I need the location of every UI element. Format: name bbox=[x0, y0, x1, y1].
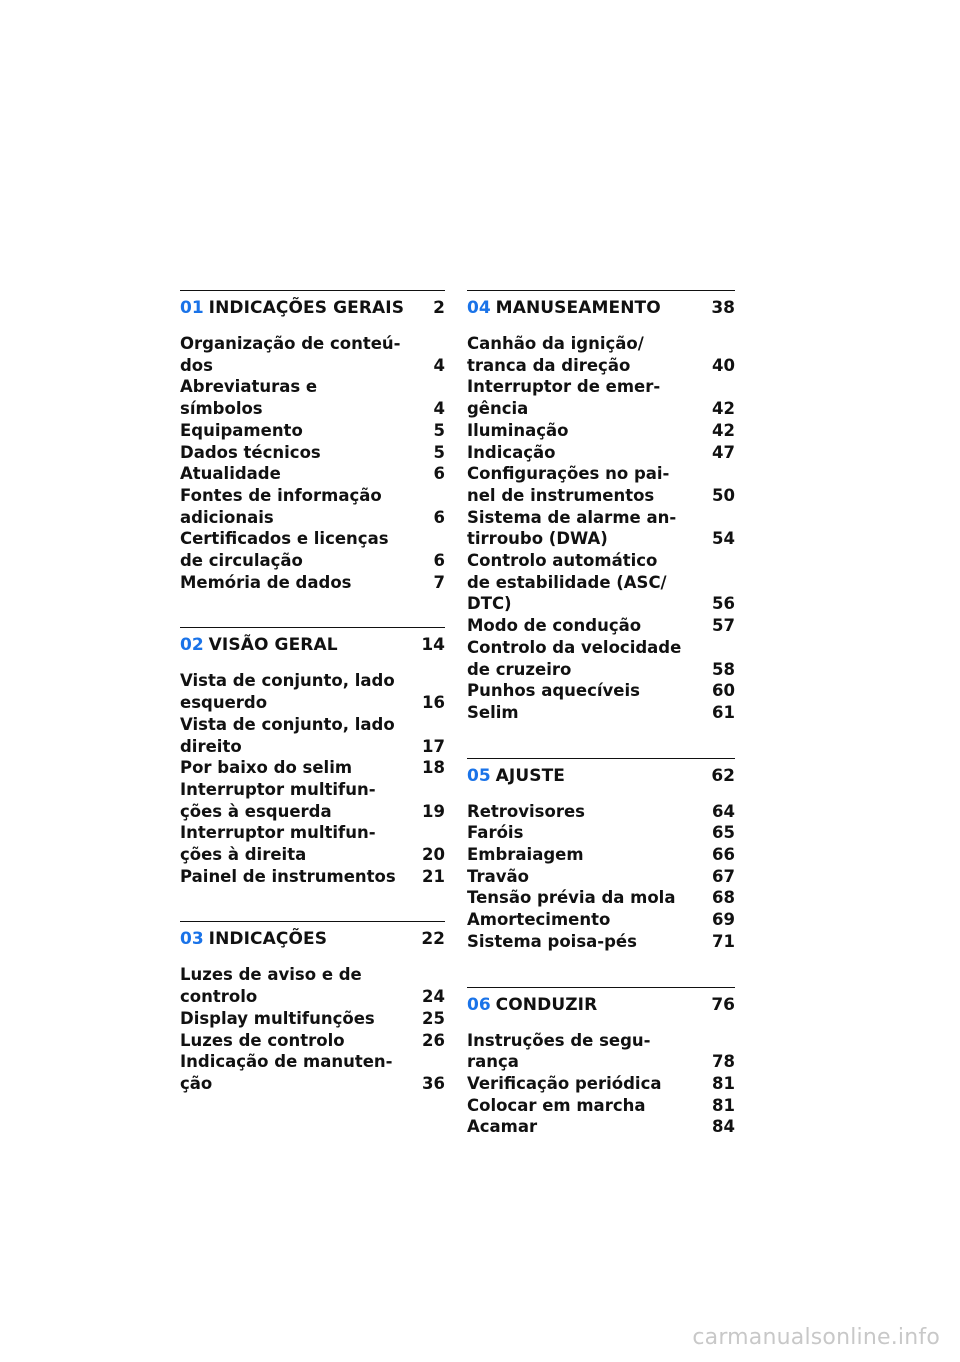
entry-page-number: 81 bbox=[712, 1095, 735, 1115]
section-page-number: 2 bbox=[433, 298, 445, 318]
toc-section bbox=[467, 987, 735, 1139]
entry-page-number: 42 bbox=[712, 399, 735, 419]
entry-page-number: 65 bbox=[712, 823, 735, 843]
entry-page-number: 60 bbox=[712, 681, 735, 701]
toc-entry[interactable] bbox=[180, 333, 445, 376]
entry-page-number: 5 bbox=[433, 420, 445, 440]
entry-title: Sistema poisa-pés bbox=[467, 931, 637, 951]
section-heading[interactable] bbox=[467, 994, 735, 1016]
toc-section bbox=[467, 290, 735, 724]
entry-title: Painel de instrumentos bbox=[180, 866, 396, 886]
entry-title: Memória de dados bbox=[180, 572, 352, 592]
toc-entry[interactable] bbox=[180, 463, 445, 485]
entry-page-number: 42 bbox=[712, 420, 735, 440]
entry-page-number: 81 bbox=[712, 1073, 735, 1093]
toc-entry[interactable] bbox=[180, 714, 445, 757]
toc-entry[interactable] bbox=[467, 615, 735, 637]
entry-title: Sistema de alarme an- tirroubo (DWA) bbox=[467, 507, 677, 549]
toc-entry[interactable] bbox=[180, 1008, 445, 1030]
entry-page-number: 6 bbox=[433, 551, 445, 571]
entry-list bbox=[467, 1030, 735, 1139]
section-heading[interactable] bbox=[180, 928, 445, 950]
entry-title: Indicação bbox=[467, 442, 556, 462]
entry-list bbox=[180, 964, 445, 1094]
section-divider bbox=[180, 290, 445, 291]
toc-entry[interactable] bbox=[180, 822, 445, 865]
entry-page-number: 36 bbox=[422, 1073, 445, 1093]
section-number: 04 bbox=[467, 298, 491, 318]
entry-list bbox=[467, 801, 735, 953]
entry-page-number: 5 bbox=[433, 442, 445, 462]
toc-entry[interactable] bbox=[180, 1051, 445, 1094]
entry-title: Controlo da velocidade de cruzeiro bbox=[467, 637, 682, 679]
entry-page-number: 17 bbox=[422, 736, 445, 756]
entry-title: Organização de conteú- dos bbox=[180, 334, 401, 375]
entry-page-number: 84 bbox=[712, 1117, 735, 1137]
toc-section bbox=[180, 627, 445, 887]
entry-title: Travão bbox=[467, 866, 529, 886]
entry-list bbox=[180, 670, 445, 887]
toc-entry[interactable] bbox=[467, 550, 735, 615]
toc-entry[interactable] bbox=[467, 420, 735, 442]
entry-title: Interruptor de emer- gência bbox=[467, 377, 661, 419]
entry-title: Display multifunções bbox=[180, 1008, 375, 1028]
section-divider bbox=[180, 627, 445, 628]
section-title: VISÃO GERAL bbox=[208, 635, 338, 656]
section-number: 05 bbox=[467, 765, 491, 786]
section-divider bbox=[467, 987, 735, 988]
entry-page-number: 20 bbox=[422, 845, 445, 865]
entry-page-number: 58 bbox=[712, 659, 735, 679]
toc-section bbox=[180, 290, 445, 593]
entry-page-number: 50 bbox=[712, 485, 735, 505]
section-title: INDICAÇÕES bbox=[208, 929, 328, 950]
entry-page-number: 64 bbox=[712, 801, 735, 821]
toc-entry[interactable] bbox=[467, 463, 735, 506]
entry-title: Dados técnicos bbox=[180, 442, 321, 462]
toc-entry[interactable] bbox=[180, 866, 445, 888]
entry-page-number: 18 bbox=[422, 758, 445, 778]
section-page-number: 62 bbox=[711, 765, 735, 786]
entry-title: Selim bbox=[467, 702, 519, 722]
entry-page-number: 25 bbox=[422, 1008, 445, 1028]
toc-entry[interactable] bbox=[180, 964, 445, 1007]
section-title: MANUSEAMENTO bbox=[495, 298, 661, 318]
entry-title: Atualidade bbox=[180, 464, 281, 484]
entry-page-number: 66 bbox=[712, 845, 735, 865]
toc-entry[interactable] bbox=[467, 333, 735, 376]
toc-entry[interactable] bbox=[180, 376, 445, 419]
toc-entry[interactable] bbox=[467, 931, 735, 953]
toc-entry[interactable] bbox=[180, 670, 445, 713]
entry-title: Luzes de aviso e de controlo bbox=[180, 965, 362, 1007]
entry-title: Instruções de segu- rança bbox=[467, 1030, 651, 1072]
entry-page-number: 7 bbox=[433, 572, 445, 592]
toc-column-right bbox=[467, 290, 735, 1172]
entry-page-number: 19 bbox=[422, 801, 445, 821]
entry-title: Fontes de informação adicionais bbox=[180, 485, 382, 527]
entry-page-number: 21 bbox=[422, 866, 445, 886]
entry-title: Controlo automático de estabilidade (ASC/ DTC) bbox=[467, 551, 667, 614]
section-number: 01 bbox=[180, 298, 204, 318]
entry-page-number: 61 bbox=[712, 702, 735, 722]
entry-page-number: 57 bbox=[712, 616, 735, 636]
toc-entry[interactable] bbox=[467, 909, 735, 931]
entry-page-number: 6 bbox=[433, 464, 445, 484]
entry-title: Luzes de controlo bbox=[180, 1030, 345, 1050]
entry-page-number: 47 bbox=[712, 442, 735, 462]
entry-title: Colocar em marcha bbox=[467, 1095, 646, 1115]
toc-entry[interactable] bbox=[180, 1030, 445, 1052]
section-heading[interactable] bbox=[467, 765, 735, 787]
entry-page-number: 40 bbox=[712, 355, 735, 375]
entry-page-number: 24 bbox=[422, 987, 445, 1007]
entry-title: Abreviaturas e símbolos bbox=[180, 377, 318, 419]
toc-entry[interactable] bbox=[467, 507, 735, 550]
entry-title: Interruptor multifun- ções à direita bbox=[180, 823, 376, 865]
entry-title: Vista de conjunto, lado direito bbox=[180, 714, 395, 756]
entry-title: Verificação periódica bbox=[467, 1073, 662, 1093]
entry-page-number: 16 bbox=[422, 693, 445, 713]
toc-entry[interactable] bbox=[467, 822, 735, 844]
toc-entry[interactable] bbox=[467, 801, 735, 823]
section-page-number: 76 bbox=[711, 994, 735, 1015]
section-number: 02 bbox=[180, 635, 204, 656]
toc-entry[interactable] bbox=[467, 866, 735, 888]
entry-page-number: 26 bbox=[422, 1030, 445, 1050]
section-title: INDICAÇÕES GERAIS bbox=[208, 298, 405, 318]
entry-title: Canhão da ignição/ tranca da direção bbox=[467, 334, 644, 375]
entry-page-number: 67 bbox=[712, 866, 735, 886]
toc-entry[interactable] bbox=[180, 757, 445, 779]
section-page-number: 14 bbox=[421, 635, 445, 656]
section-number: 06 bbox=[467, 994, 491, 1015]
toc-entry[interactable] bbox=[467, 442, 735, 464]
toc-entry[interactable] bbox=[467, 1073, 735, 1095]
toc-entry[interactable] bbox=[467, 1030, 735, 1073]
section-page-number: 22 bbox=[421, 929, 445, 950]
entry-page-number: 54 bbox=[712, 529, 735, 549]
entry-page-number: 78 bbox=[712, 1052, 735, 1072]
toc-entry[interactable] bbox=[180, 442, 445, 464]
section-number: 03 bbox=[180, 929, 204, 950]
section-divider bbox=[467, 290, 735, 291]
entry-page-number: 71 bbox=[712, 931, 735, 951]
toc-entry[interactable] bbox=[180, 779, 445, 822]
section-heading[interactable] bbox=[180, 634, 445, 656]
entry-title: Retrovisores bbox=[467, 801, 585, 821]
toc-entry[interactable] bbox=[467, 680, 735, 702]
section-heading[interactable] bbox=[180, 297, 445, 319]
toc-column-left bbox=[180, 290, 445, 1129]
entry-list bbox=[467, 333, 735, 724]
toc-entry[interactable] bbox=[467, 1116, 735, 1138]
section-heading[interactable] bbox=[467, 297, 735, 319]
toc-entry[interactable] bbox=[467, 702, 735, 724]
section-page-number: 38 bbox=[711, 298, 735, 318]
toc-entry[interactable] bbox=[467, 1095, 735, 1117]
entry-title: Acamar bbox=[467, 1117, 538, 1137]
entry-page-number: 56 bbox=[712, 594, 735, 614]
section-divider bbox=[467, 758, 735, 759]
section-title: CONDUZIR bbox=[495, 994, 598, 1015]
toc-section bbox=[180, 921, 445, 1094]
toc-section bbox=[467, 758, 735, 953]
toc-entry[interactable] bbox=[467, 844, 735, 866]
entry-page-number: 6 bbox=[433, 507, 445, 527]
entry-title: Modo de condução bbox=[467, 616, 642, 636]
section-divider bbox=[180, 921, 445, 922]
toc-entry[interactable] bbox=[467, 376, 735, 419]
entry-title: Por baixo do selim bbox=[180, 758, 353, 778]
entry-title: Configurações no pai- nel de instrumentos bbox=[467, 464, 670, 505]
entry-page-number: 4 bbox=[433, 399, 445, 419]
entry-title: Tensão prévia da mola bbox=[467, 888, 676, 908]
entry-title: Indicação de manuten- ção bbox=[180, 1052, 393, 1093]
watermark: carmanualsonline.info bbox=[692, 1325, 940, 1350]
entry-list bbox=[180, 333, 445, 593]
toc-entry[interactable] bbox=[467, 637, 735, 680]
toc-entry[interactable] bbox=[180, 572, 445, 594]
entry-title: Equipamento bbox=[180, 420, 303, 440]
entry-title: Punhos aquecíveis bbox=[467, 681, 640, 701]
toc-entry[interactable] bbox=[180, 528, 445, 571]
entry-page-number: 68 bbox=[712, 888, 735, 908]
entry-title: Embraiagem bbox=[467, 845, 584, 865]
entry-title: Interruptor multifun- ções à esquerda bbox=[180, 779, 376, 821]
toc-entry[interactable] bbox=[180, 485, 445, 528]
entry-title: Iluminação bbox=[467, 420, 569, 440]
toc-entry[interactable] bbox=[180, 420, 445, 442]
entry-title: Faróis bbox=[467, 823, 524, 843]
entry-title: Certificados e licenças de circulação bbox=[180, 529, 389, 571]
entry-page-number: 69 bbox=[712, 910, 735, 930]
toc-entry[interactable] bbox=[467, 887, 735, 909]
entry-title: Amortecimento bbox=[467, 910, 611, 930]
section-title: AJUSTE bbox=[495, 765, 566, 786]
entry-title: Vista de conjunto, lado esquerdo bbox=[180, 671, 395, 713]
entry-page-number: 4 bbox=[433, 355, 445, 375]
